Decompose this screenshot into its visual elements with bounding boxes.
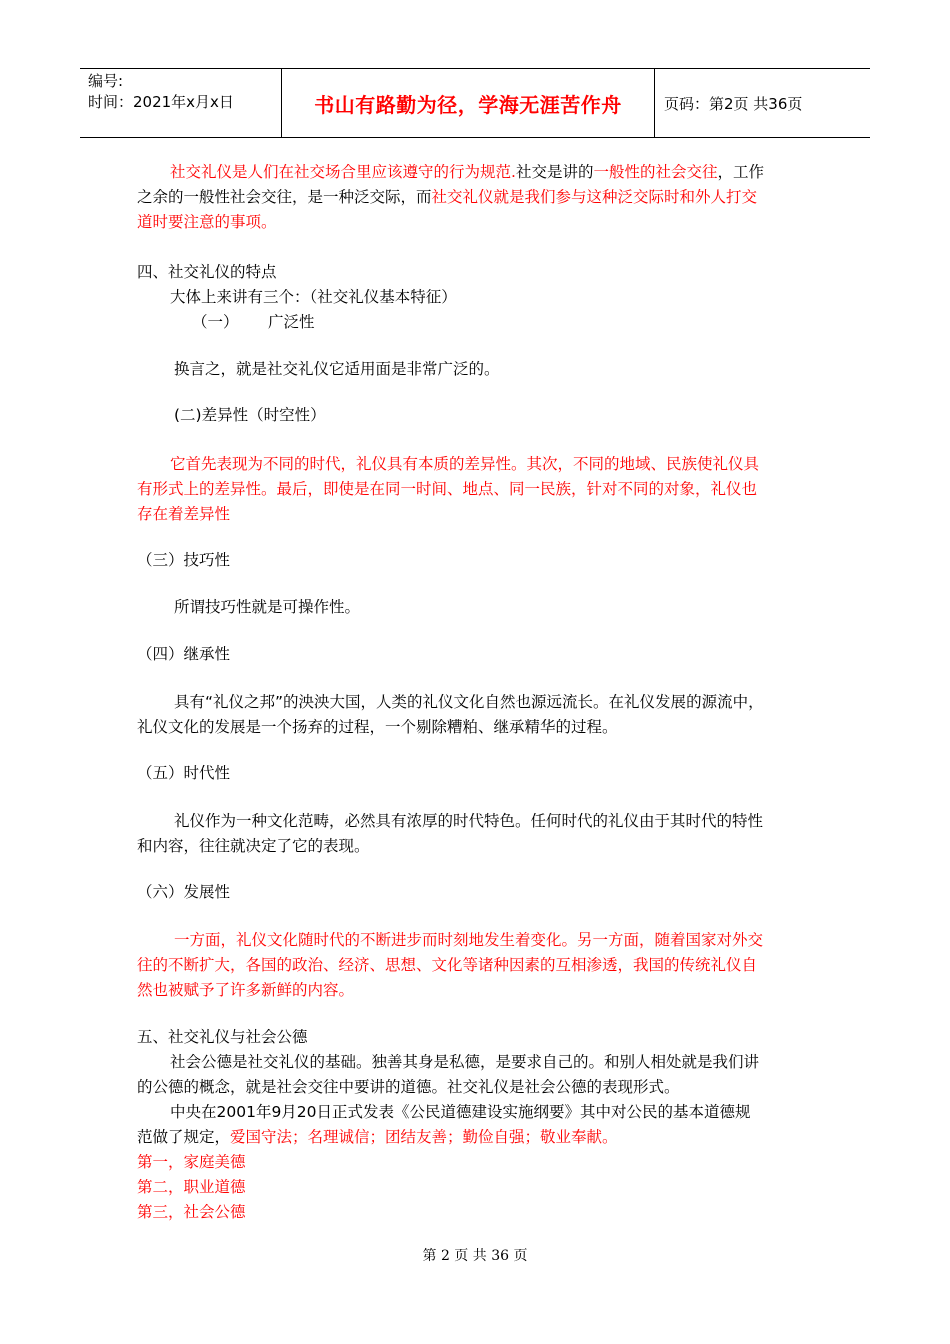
paragraph-line: 然也被赋予了许多新鲜的内容。: [137, 981, 355, 999]
paragraph-line: 社会公德是社交礼仪的基础。独善其身是私德，是要求自己的。和别人相处就是我们讲: [170, 1053, 760, 1071]
paragraph-line: 换言之，就是社交礼仪它适用面是非常广泛的。: [174, 360, 500, 378]
body-text: 范做了规定，: [137, 1128, 231, 1146]
highlight-text: 社交礼仪是人们在社交场合里应该遵守的行为规范.: [170, 163, 516, 181]
paragraph-line: 道时要注意的事项。: [137, 213, 277, 231]
body-text: 社交是讲的: [515, 163, 594, 181]
subsection-heading: （三）技巧性: [137, 551, 231, 569]
list-item: 第二，职业道德: [137, 1178, 246, 1196]
paragraph-line: 有形式上的差异性。最后，即使是在同一时间、地点、同一民族，针对不同的对象，礼仪也: [137, 480, 758, 498]
subsection-heading: （六）发展性: [137, 883, 231, 901]
paragraph-line: [137, 185, 757, 209]
section-heading: 五、社交礼仪与社会公德: [137, 1028, 308, 1046]
header-page-info: 页码：第2页 共36页: [664, 94, 803, 113]
paragraph-line: [137, 1125, 618, 1149]
paragraph-line: 它首先表现为不同的时代，礼仪具有本质的差异性。其次，不同的地域、民族使礼仪具: [170, 455, 760, 473]
subsection-heading: （四）继承性: [137, 645, 231, 663]
list-item: 第三，社会公德: [137, 1203, 246, 1221]
highlight-text: 社交礼仪就是我们参与这种泛交际时和外人打交: [431, 188, 758, 206]
section-intro: 大体上来讲有三个：（社交礼仪基本特征）: [170, 288, 457, 306]
highlight-text: 爱国守法；名理诚信；团结友善；勤俭自强；敬业奉献。: [230, 1128, 618, 1146]
paragraph-line: [170, 160, 764, 184]
paragraph-line: 往的不断扩大，各国的政治、经济、思想、文化等诸种因素的互相渗透，我国的传统礼仪自: [137, 956, 758, 974]
paragraph-line: 的公德的概念，就是社会交往中要讲的道德。社交礼仪是社会公德的表现形式。: [137, 1078, 680, 1096]
section-heading: 四、社交礼仪的特点: [137, 263, 277, 281]
list-item: 第一，家庭美德: [137, 1153, 246, 1171]
document-time-label: 时间：2021年x月x日: [88, 93, 234, 111]
header-motto: 书山有路勤为径，学海无涯苦作舟: [314, 92, 622, 117]
paragraph-line: 具有“礼仪之邦”的泱泱大国，人类的礼仪文化自然也源远流长。在礼仪发展的源流中，: [174, 693, 764, 711]
subsection-heading: （一） 广泛性: [192, 313, 315, 331]
body-text: 之余的一般性社会交往，是一种泛交际，而: [137, 188, 432, 206]
highlight-text: 一般性的社会交往: [593, 163, 718, 181]
body-text: ，工作: [717, 163, 764, 181]
page-footer: 第 2 页 共 36 页: [422, 1248, 528, 1264]
subsection-heading: (二)差异性（时空性）: [174, 406, 326, 424]
paragraph-line: 礼仪作为一种文化范畴，必然具有浓厚的时代特色。任何时代的礼仪由于其时代的特性: [174, 812, 764, 830]
paragraph-line: 中央在2001年9月20日正式发表《公民道德建设实施纲要》其中对公民的基本道德规: [170, 1103, 751, 1121]
paragraph-line: 一方面，礼仪文化随时代的不断进步而时刻地发生着变化。另一方面，随着国家对外交: [174, 931, 764, 949]
document-number-label: 编号:: [88, 72, 124, 90]
paragraph-line: 礼仪文化的发展是一个扬弃的过程，一个剔除糟粕、继承精华的过程。: [137, 718, 618, 736]
subsection-heading: （五）时代性: [137, 764, 231, 782]
paragraph-line: 存在着差异性: [137, 505, 231, 523]
header-left-cell: [88, 71, 234, 113]
header-divider: [654, 69, 655, 137]
paragraph-line: 和内容，往往就决定了它的表现。: [137, 837, 370, 855]
paragraph-line: 所谓技巧性就是可操作性。: [174, 598, 361, 616]
page-header: [80, 68, 870, 138]
